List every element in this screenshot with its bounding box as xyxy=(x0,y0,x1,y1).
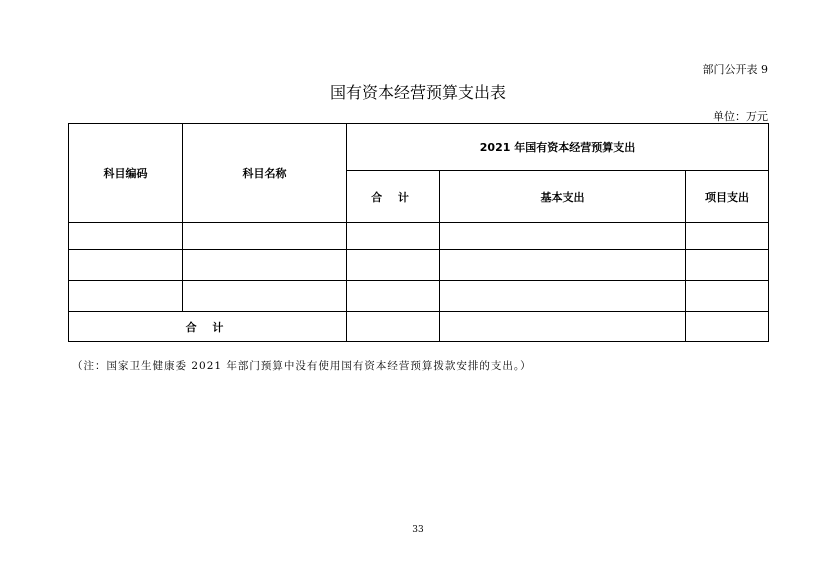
header-group-2021-expenditure: 2021 年国有资本经营预算支出 xyxy=(347,124,769,171)
cell-code xyxy=(69,250,183,281)
page-title: 国有资本经营预算支出表 xyxy=(329,83,506,102)
cell-basic xyxy=(440,223,686,250)
total-row xyxy=(69,312,769,342)
header-project-expenditure: 项目支出 xyxy=(686,171,769,223)
page-number: 33 xyxy=(412,525,424,535)
header-subject-name: 科目名称 xyxy=(183,124,347,223)
header-row-1 xyxy=(69,124,769,171)
cell-basic xyxy=(440,281,686,312)
cell-project xyxy=(686,250,769,281)
cell-name xyxy=(183,281,347,312)
table-number-label: 部门公开表 9 xyxy=(702,63,768,76)
total-row-total xyxy=(347,312,440,342)
table-row xyxy=(69,250,769,281)
total-row-basic xyxy=(440,312,686,342)
budget-table xyxy=(68,123,769,342)
cell-total xyxy=(347,223,440,250)
footnote: （注：国家卫生健康委 2021 年部门预算中没有使用国有资本经营预算拨款安排的支出。） xyxy=(72,360,532,372)
cell-total xyxy=(347,281,440,312)
cell-total xyxy=(347,250,440,281)
cell-code xyxy=(69,281,183,312)
cell-project xyxy=(686,223,769,250)
cell-name xyxy=(183,250,347,281)
table-row xyxy=(69,281,769,312)
total-row-label: 合 计 xyxy=(69,312,347,342)
unit-label: 单位：万元 xyxy=(713,110,768,123)
cell-project xyxy=(686,281,769,312)
header-total: 合 计 xyxy=(347,171,440,223)
cell-name xyxy=(183,223,347,250)
cell-basic xyxy=(440,250,686,281)
header-subject-code: 科目编码 xyxy=(69,124,183,223)
cell-code xyxy=(69,223,183,250)
total-row-project xyxy=(686,312,769,342)
header-basic-expenditure: 基本支出 xyxy=(440,171,686,223)
table-row xyxy=(69,223,769,250)
